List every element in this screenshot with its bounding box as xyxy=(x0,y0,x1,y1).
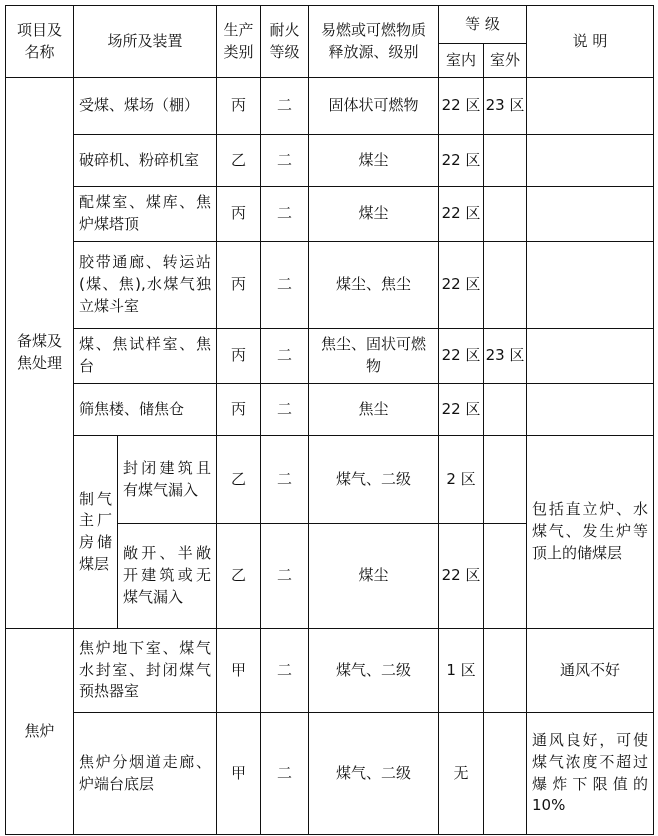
fire-cell: 二 xyxy=(261,524,309,629)
source-cell: 焦尘、固状可燃物 xyxy=(309,329,439,384)
place-cell: 焦炉分烟道走廊、炉端台底层 xyxy=(74,713,217,835)
indoor-cell: 1 区 xyxy=(439,629,484,713)
table-row xyxy=(6,242,654,329)
class-cell: 丙 xyxy=(217,242,261,329)
source-cell: 煤尘 xyxy=(309,524,439,629)
fire-cell: 二 xyxy=(261,629,309,713)
note-cell xyxy=(527,135,654,187)
place-cell: 受煤、煤场（棚） xyxy=(74,78,217,135)
group-coal-prep: 备煤及焦处理 xyxy=(6,78,74,629)
note-cell xyxy=(527,78,654,135)
outdoor-cell xyxy=(484,135,527,187)
group-storage-layer: 制气主厂房储煤层 xyxy=(74,436,118,629)
outdoor-cell xyxy=(484,384,527,436)
header-fire-resistance: 耐火等级 xyxy=(261,6,309,78)
source-cell: 煤气、二级 xyxy=(309,629,439,713)
outdoor-cell: 23 区 xyxy=(484,78,527,135)
table-row xyxy=(6,629,654,713)
note-cell xyxy=(527,329,654,384)
table-row xyxy=(6,384,654,436)
class-cell: 乙 xyxy=(217,135,261,187)
fire-cell: 二 xyxy=(261,78,309,135)
table-row xyxy=(6,78,654,135)
outdoor-cell xyxy=(484,629,527,713)
source-cell: 煤尘 xyxy=(309,187,439,242)
class-cell: 丙 xyxy=(217,384,261,436)
place-cell: 胶带通廊、转运站(煤、焦),水煤气独立煤斗室 xyxy=(74,242,217,329)
note-cell xyxy=(527,384,654,436)
class-cell: 乙 xyxy=(217,524,261,629)
header-production-class: 生产类别 xyxy=(217,6,261,78)
indoor-cell: 22 区 xyxy=(439,135,484,187)
indoor-cell: 22 区 xyxy=(439,187,484,242)
table-row xyxy=(6,436,654,524)
note-cell: 包括直立炉、水煤气、发生炉等顶上的储煤层 xyxy=(527,436,654,629)
fire-cell: 二 xyxy=(261,135,309,187)
fire-cell: 二 xyxy=(261,242,309,329)
class-cell: 甲 xyxy=(217,713,261,835)
indoor-cell: 22 区 xyxy=(439,78,484,135)
place-cell: 焦炉地下室、煤气水封室、封闭煤气预热器室 xyxy=(74,629,217,713)
outdoor-cell xyxy=(484,436,527,524)
indoor-cell: 22 区 xyxy=(439,242,484,329)
class-cell: 乙 xyxy=(217,436,261,524)
header-indoor: 室内 xyxy=(439,44,484,78)
header-release-source: 易燃或可燃物质释放源、级别 xyxy=(309,6,439,78)
table-row xyxy=(6,713,654,835)
outdoor-cell xyxy=(484,187,527,242)
table-row xyxy=(6,187,654,242)
place-cell: 筛焦楼、储焦仓 xyxy=(74,384,217,436)
outdoor-cell xyxy=(484,524,527,629)
class-cell: 丙 xyxy=(217,187,261,242)
fire-cell: 二 xyxy=(261,329,309,384)
table-row xyxy=(6,135,654,187)
place-cell: 敞开、半敞开建筑或无煤气漏入 xyxy=(118,524,217,629)
header-note: 说 明 xyxy=(527,6,654,78)
source-cell: 固体状可燃物 xyxy=(309,78,439,135)
source-cell: 煤尘 xyxy=(309,135,439,187)
note-cell: 通风良好，可使煤气浓度不超过爆炸下限值的 10% xyxy=(527,713,654,835)
header-place: 场所及装置 xyxy=(74,6,217,78)
note-cell: 通风不好 xyxy=(527,629,654,713)
header-outdoor: 室外 xyxy=(484,44,527,78)
table-row xyxy=(6,329,654,384)
note-cell xyxy=(527,242,654,329)
fire-cell: 二 xyxy=(261,436,309,524)
indoor-cell: 2 区 xyxy=(439,436,484,524)
source-cell: 煤尘、焦尘 xyxy=(309,242,439,329)
note-cell xyxy=(527,187,654,242)
class-cell: 甲 xyxy=(217,629,261,713)
place-cell: 煤、焦试样室、焦台 xyxy=(74,329,217,384)
fire-cell: 二 xyxy=(261,713,309,835)
outdoor-cell: 23 区 xyxy=(484,329,527,384)
fire-cell: 二 xyxy=(261,187,309,242)
header-item: 项目及名称 xyxy=(6,6,74,78)
source-cell: 煤气、二级 xyxy=(309,713,439,835)
source-cell: 煤气、二级 xyxy=(309,436,439,524)
place-cell: 配煤室、煤库、焦炉煤塔顶 xyxy=(74,187,217,242)
indoor-cell: 无 xyxy=(439,713,484,835)
header-grade: 等 级 xyxy=(439,6,527,44)
place-cell: 破碎机、粉碎机室 xyxy=(74,135,217,187)
outdoor-cell xyxy=(484,713,527,835)
source-cell: 焦尘 xyxy=(309,384,439,436)
hazard-classification-table xyxy=(5,5,654,835)
place-cell: 封闭建筑且有煤气漏入 xyxy=(118,436,217,524)
indoor-cell: 22 区 xyxy=(439,329,484,384)
indoor-cell: 22 区 xyxy=(439,384,484,436)
outdoor-cell xyxy=(484,242,527,329)
group-coke-oven: 焦炉 xyxy=(6,629,74,835)
indoor-cell: 22 区 xyxy=(439,524,484,629)
class-cell: 丙 xyxy=(217,78,261,135)
class-cell: 丙 xyxy=(217,329,261,384)
fire-cell: 二 xyxy=(261,384,309,436)
